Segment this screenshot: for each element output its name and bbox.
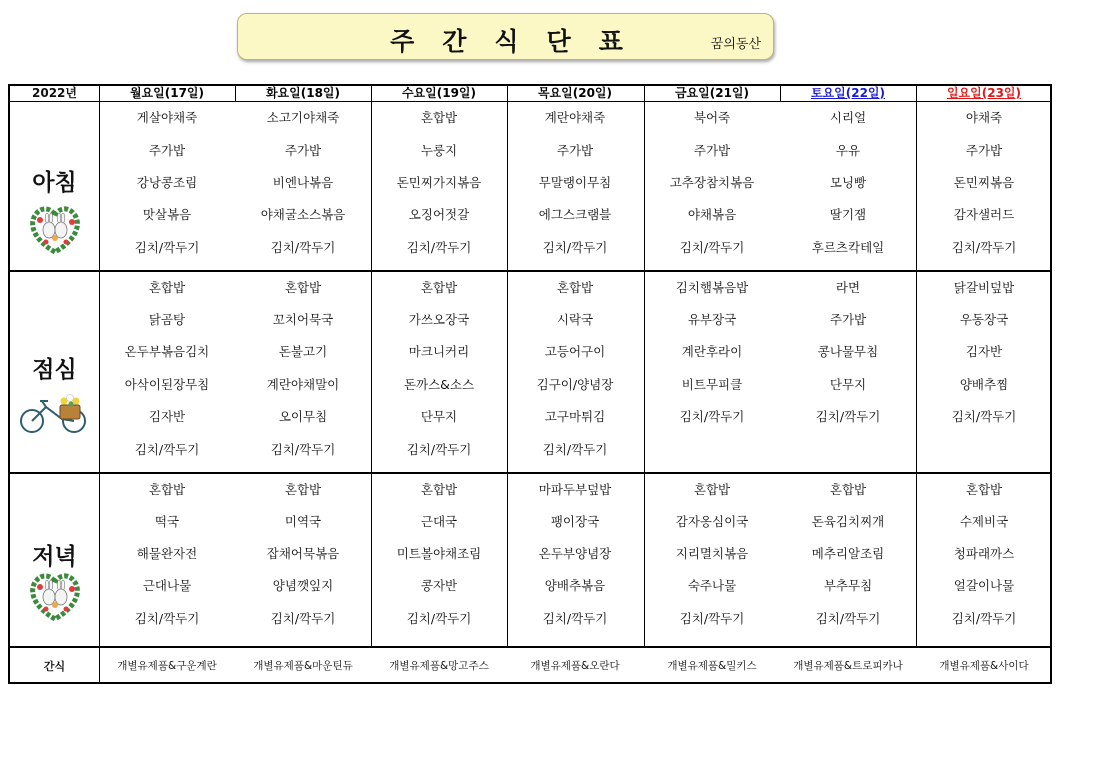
menu-item: 모닝빵 <box>829 175 867 190</box>
day-header-5: 토요일(22일) <box>810 86 886 100</box>
menu-item: 딸기잼 <box>829 207 867 222</box>
menu-item: 김치햄볶음밥 <box>675 280 749 295</box>
menu-item: 팽이장국 <box>550 514 600 529</box>
menu-item: 주가밥 <box>284 143 322 158</box>
menu-item: 김치/깍두기 <box>951 409 1017 424</box>
day-header-3: 목요일(20일) <box>537 86 613 100</box>
day-header-6: 일요일(23일) <box>946 86 1022 100</box>
menu-item: 시락국 <box>556 312 594 327</box>
menu-item: 닭곰탕 <box>148 312 186 327</box>
menu-item: 주가밥 <box>829 312 867 327</box>
day-header-4: 금요일(21일) <box>674 86 750 100</box>
menu-item: 오이무침 <box>278 409 328 424</box>
menu-item: 단무지 <box>829 377 867 392</box>
snack-label: 간식 <box>43 660 66 673</box>
day-header-0: 월요일(17일) <box>129 86 205 100</box>
menu-item: 혼합밥 <box>829 482 867 497</box>
menu-item: 얼갈이나물 <box>953 578 1015 593</box>
organization-name: 꿈의동산 <box>710 37 761 52</box>
menu-item: 부추무침 <box>823 578 873 593</box>
column-divider <box>507 86 508 101</box>
column-divider <box>916 270 917 472</box>
menu-item: 혼합밥 <box>693 482 731 497</box>
menu-item: 누룽지 <box>420 143 458 158</box>
column-divider <box>235 86 236 101</box>
menu-item: 오징어젓갈 <box>408 207 470 222</box>
menu-item: 닭갈비덮밥 <box>953 280 1015 295</box>
menu-item: 혼합밥 <box>420 482 458 497</box>
menu-item: 라면 <box>835 280 861 295</box>
menu-item: 숙주나물 <box>687 578 737 593</box>
menu-item: 김치/깍두기 <box>679 409 745 424</box>
menu-item: 김치/깍두기 <box>406 240 472 255</box>
menu-item: 혼합밥 <box>556 280 594 295</box>
menu-item: 온두부볶음김치 <box>124 344 210 359</box>
menu-item: 단무지 <box>420 409 458 424</box>
menu-item: 근대나물 <box>142 578 192 593</box>
menu-item: 돈육김치찌개 <box>811 514 885 529</box>
menu-item: 잡채어묵볶음 <box>266 546 340 561</box>
snack-item: 개별유제품&마운틴듀 <box>253 660 353 672</box>
menu-item: 강낭콩조림 <box>136 175 198 190</box>
menu-item: 김치/깍두기 <box>951 611 1017 626</box>
menu-item: 김구이/양념장 <box>536 377 614 392</box>
menu-item: 고등어구이 <box>544 344 606 359</box>
menu-item: 에그스크램블 <box>538 207 612 222</box>
menu-item: 시리얼 <box>829 110 867 125</box>
menu-item: 근대국 <box>420 514 458 529</box>
menu-item: 고추장참치볶음 <box>669 175 755 190</box>
menu-item: 맛살볶음 <box>142 207 192 222</box>
menu-item: 미역국 <box>284 514 322 529</box>
meal-label-2: 저녁 <box>32 544 77 570</box>
menu-item: 마크니커리 <box>408 344 470 359</box>
menu-item: 김자반 <box>148 409 186 424</box>
menu-item: 지리멸치볶음 <box>675 546 749 561</box>
menu-item: 온두부양념장 <box>538 546 612 561</box>
menu-item: 돈민찌볶음 <box>953 175 1015 190</box>
menu-item: 가쓰오장국 <box>408 312 470 327</box>
menu-item: 혼합밥 <box>965 482 1003 497</box>
menu-item: 김치/깍두기 <box>270 442 336 457</box>
menu-item: 김치/깍두기 <box>542 611 608 626</box>
menu-item: 김치/깍두기 <box>134 611 200 626</box>
menu-item: 감자옹심이국 <box>675 514 749 529</box>
menu-item: 계란야채말이 <box>266 377 340 392</box>
menu-item: 주가밥 <box>693 143 731 158</box>
menu-item: 혼합밥 <box>420 110 458 125</box>
column-divider <box>644 86 645 101</box>
menu-item: 혼합밥 <box>284 482 322 497</box>
menu-item: 돈민찌가지볶음 <box>396 175 482 190</box>
bunny-wreath-icon <box>26 200 84 260</box>
menu-item: 꼬치어묵국 <box>272 312 334 327</box>
snack-item: 개별유제품&오란다 <box>530 660 620 672</box>
menu-item: 계란후라이 <box>681 344 743 359</box>
menu-item: 양배추볶음 <box>544 578 606 593</box>
menu-item: 돈까스&소스 <box>403 377 475 392</box>
menu-item: 야채굴소스볶음 <box>260 207 346 222</box>
column-divider <box>780 86 781 101</box>
menu-item: 유부장국 <box>687 312 737 327</box>
menu-item: 떡국 <box>154 514 180 529</box>
menu-item: 김치/깍두기 <box>542 442 608 457</box>
menu-item: 아삭이된장무침 <box>124 377 210 392</box>
menu-item: 주가밥 <box>965 143 1003 158</box>
menu-item: 북어죽 <box>693 110 731 125</box>
menu-item: 김자반 <box>965 344 1003 359</box>
menu-item: 혼합밥 <box>148 280 186 295</box>
menu-item: 김치/깍두기 <box>679 611 745 626</box>
menu-item: 감자샐러드 <box>953 207 1015 222</box>
menu-item: 혼합밥 <box>284 280 322 295</box>
menu-item: 김치/깍두기 <box>406 611 472 626</box>
menu-item: 주가밥 <box>148 143 186 158</box>
meal-label-0: 아침 <box>32 170 77 196</box>
menu-item: 야채볶음 <box>687 207 737 222</box>
menu-item: 김치/깍두기 <box>815 409 881 424</box>
menu-item: 우동장국 <box>959 312 1009 327</box>
menu-item: 계란야채죽 <box>544 110 606 125</box>
menu-item: 야채죽 <box>965 110 1003 125</box>
bunny-wreath-icon <box>26 567 84 627</box>
row-divider <box>10 270 1050 272</box>
day-header-1: 화요일(18일) <box>265 86 341 100</box>
menu-item: 김치/깍두기 <box>951 240 1017 255</box>
menu-item: 김치/깍두기 <box>542 240 608 255</box>
row-divider <box>10 472 1050 474</box>
menu-item: 양배추찜 <box>959 377 1009 392</box>
snack-item: 개별유제품&망고주스 <box>389 660 489 672</box>
menu-item: 무말랭이무침 <box>538 175 612 190</box>
menu-item: 혼합밥 <box>148 482 186 497</box>
menu-item: 후르츠칵테일 <box>811 240 885 255</box>
menu-item: 콩자반 <box>420 578 458 593</box>
menu-item: 우유 <box>835 143 861 158</box>
menu-item: 청파래까스 <box>953 546 1015 561</box>
snack-item: 개별유제품&밀키스 <box>667 660 757 672</box>
menu-item: 김치/깍두기 <box>134 240 200 255</box>
menu-item: 비엔나볶음 <box>272 175 334 190</box>
menu-item: 해물완자전 <box>136 546 198 561</box>
snack-item: 개별유제품&구운계란 <box>117 660 217 672</box>
row-divider <box>10 646 1050 648</box>
year-header: 2022년 <box>32 86 77 100</box>
row-divider <box>10 101 1050 102</box>
menu-item: 소고기야채죽 <box>266 110 340 125</box>
menu-item: 마파두부덮밥 <box>538 482 612 497</box>
menu-item: 김치/깍두기 <box>270 240 336 255</box>
menu-item: 게살야채죽 <box>136 110 198 125</box>
menu-item: 돈불고기 <box>278 344 328 359</box>
page-title: 주간식단표 <box>390 27 651 56</box>
menu-item: 콩나물무침 <box>817 344 879 359</box>
menu-item: 김치/깍두기 <box>679 240 745 255</box>
menu-item: 고구마튀김 <box>544 409 606 424</box>
column-divider <box>916 86 917 101</box>
snack-item: 개별유제품&트로피카나 <box>793 660 903 672</box>
title-banner <box>237 13 774 60</box>
menu-item: 김치/깍두기 <box>406 442 472 457</box>
menu-item: 비트무피클 <box>681 377 743 392</box>
menu-item: 미트볼야채조림 <box>396 546 482 561</box>
snack-item: 개별유제품&사이다 <box>939 660 1029 672</box>
menu-item: 메추리알조림 <box>811 546 885 561</box>
weekly-menu-table <box>8 84 1052 684</box>
column-divider <box>644 270 645 472</box>
menu-item: 김치/깍두기 <box>134 442 200 457</box>
menu-item: 김치/깍두기 <box>270 611 336 626</box>
menu-item: 양념깻잎지 <box>272 578 334 593</box>
flower-bicycle-icon <box>18 391 90 439</box>
menu-item: 김치/깍두기 <box>815 611 881 626</box>
column-divider <box>99 86 100 101</box>
day-header-2: 수요일(19일) <box>401 86 477 100</box>
menu-item: 수제비국 <box>959 514 1009 529</box>
menu-item: 주가밥 <box>556 143 594 158</box>
column-divider <box>371 86 372 101</box>
menu-item: 혼합밥 <box>420 280 458 295</box>
meal-label-1: 점심 <box>32 357 77 383</box>
